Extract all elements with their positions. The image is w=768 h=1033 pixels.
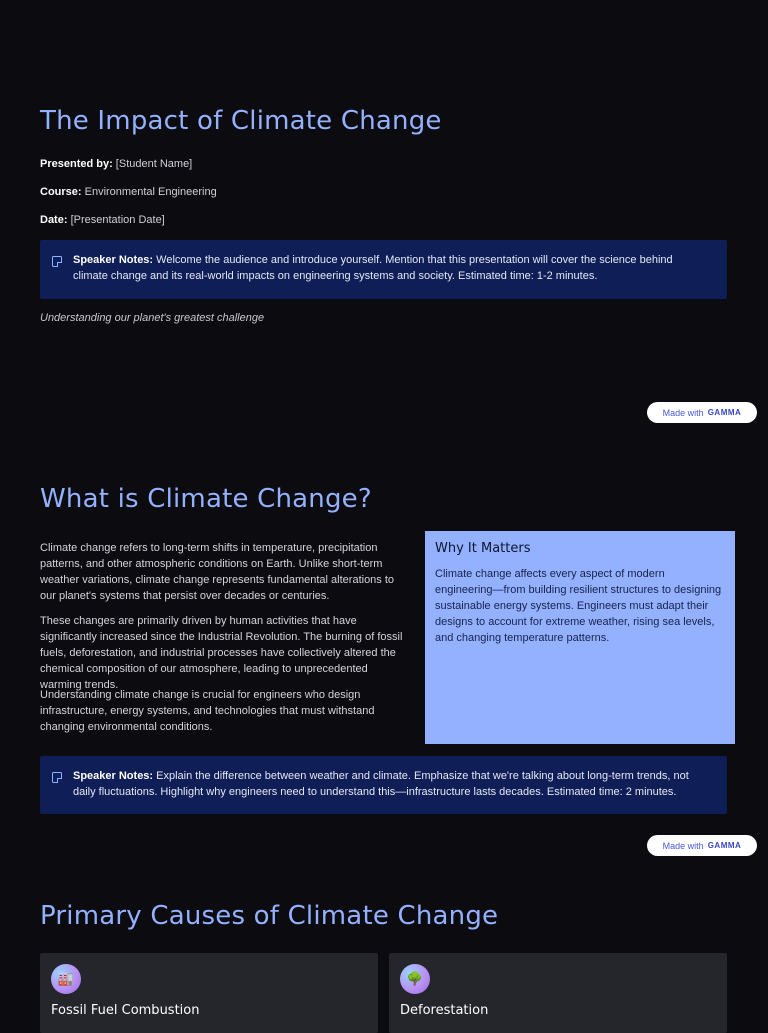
card-title: Fossil Fuel Combustion	[51, 1003, 200, 1018]
factory-icon: 🏭	[51, 964, 81, 994]
paragraph: Understanding climate change is crucial for engineers who design infrastructure, energy systems, and technologies that must withstand changing environmental conditions.	[40, 689, 375, 733]
card-title: Deforestation	[400, 1003, 489, 1018]
slide2-title: What is Climate Change?	[40, 484, 372, 514]
presented-by: Presented by: [Student Name]	[40, 158, 193, 170]
tree-icon: 🌳	[400, 964, 430, 994]
date: Date: [Presentation Date]	[40, 214, 165, 226]
speaker-notes-2: Speaker Notes: Explain the difference between weather and climate. Emphasize that we're talking about long-term trends, not daily fluctuations. Highlight why engineers need to understand this—infrastructure lasts decades. Estimated time: 2 minutes.	[40, 756, 727, 814]
callout-title: Why It Matters	[435, 541, 531, 556]
gamma-logo: GAMMA	[707, 408, 742, 417]
note-icon	[52, 772, 62, 783]
made-with-gamma-badge[interactable]	[647, 835, 757, 856]
gamma-logo: GAMMA	[707, 841, 742, 850]
speaker-notes-1: Speaker Notes: Welcome the audience and introduce yourself. Mention that this presentation will cover the science behind climate change and its real-world impacts on engineering systems and society. Estimated time: 1-2 minutes.	[40, 240, 727, 299]
cause-card-fossil-fuel	[40, 953, 378, 1033]
note-icon	[52, 256, 62, 267]
made-with-label: Made with	[662, 407, 704, 418]
slide3-title: Primary Causes of Climate Change	[40, 901, 499, 931]
made-with-gamma-badge[interactable]	[647, 402, 757, 423]
why-it-matters-callout	[425, 531, 735, 744]
cause-card-deforestation	[389, 953, 727, 1033]
slide1-title: The Impact of Climate Change	[40, 106, 442, 136]
course: Course: Environmental Engineering	[40, 186, 217, 198]
tagline: Understanding our planet's greatest challenge	[40, 312, 265, 324]
callout-text: Climate change affects every aspect of modern engineering—from building resilient structures to designing sustainable energy systems. Engineers must adapt their designs to account for extreme weather, rising sea levels, and changing temperature patterns.	[435, 568, 722, 644]
made-with-label: Made with	[662, 840, 704, 851]
paragraph: These changes are primarily driven by human activities that have significantly increased since the Industrial Revolution. The burning of fossil fuels, deforestation, and industrial processes have collectively altered the chemical composition of our atmosphere, leading to unprecedented warming trends.	[40, 615, 403, 691]
paragraph: Climate change refers to long-term shifts in temperature, precipitation patterns, and other atmospheric conditions on Earth. Unlike short-term weather variations, climate change represents fundamental alterations to our planet's systems that persist over decades or centuries.	[40, 542, 395, 602]
